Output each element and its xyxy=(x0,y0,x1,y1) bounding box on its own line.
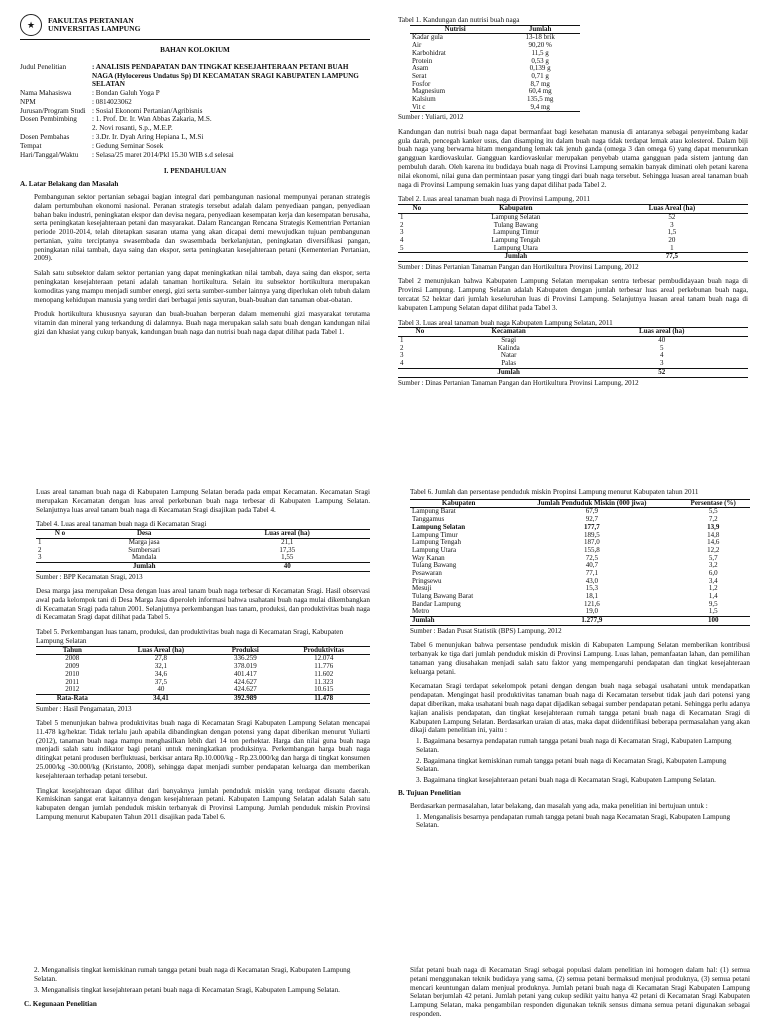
table-cell: Lampung Tengah xyxy=(412,538,461,547)
table-cell: 40,7 xyxy=(585,561,598,570)
table-cell: 4 xyxy=(400,235,404,244)
table-cell: 40 xyxy=(157,685,165,694)
table-cell: Protein xyxy=(412,56,433,65)
meta-key: NPM xyxy=(20,97,36,106)
table-cell: 10.615 xyxy=(314,685,334,694)
right-column-bottom xyxy=(410,966,750,1024)
table-cell: 14,8 xyxy=(707,530,720,539)
doc-title: BAHAN KOLOKIUM xyxy=(160,46,230,54)
table-cell: 1 xyxy=(38,537,42,546)
meta-key xyxy=(20,124,92,133)
table-cell: 2011 xyxy=(65,677,80,686)
table-row xyxy=(410,65,580,73)
paragraph: Luas areal tanaman buah naga di Kabupaten Lampung Selatan berada pada empat Kecamatan. Kecamatan Sragi merupakan Kecamatan dengan luas areal perkebunan buah naga terbesar di Kabupaten Lampung Selatan. Selanjutnya luas areal tanam buah naga di Kecamatan Sragi disajikan pada Tabel 4. xyxy=(36,488,370,514)
table-cell: Tulang Bawang xyxy=(412,561,457,570)
table-cell: 15,3 xyxy=(585,584,598,593)
table-2 xyxy=(398,204,748,262)
table-6 xyxy=(410,499,750,626)
table-total-row xyxy=(398,368,748,377)
table-cell: 52 xyxy=(658,367,666,376)
table-cell: 77,5 xyxy=(665,252,679,261)
header-rule xyxy=(20,39,370,40)
table-row xyxy=(410,547,750,555)
meta-value: : 1. Prof. Dr. Ir. Wan Abbas Zakaria, M.S. xyxy=(92,115,212,124)
table-row xyxy=(410,508,750,516)
table-cell: 20 xyxy=(668,235,676,244)
table3-source: Sumber : Dinas Pertanian Tanaman Pangan dan Hortikultura Provinsi Lampung, 2012 xyxy=(398,378,639,387)
table-cell: 9,5 xyxy=(708,599,718,608)
document-header xyxy=(20,14,370,36)
table-cell: Air xyxy=(412,41,422,50)
table-cell: Asam xyxy=(412,64,429,73)
table-row xyxy=(398,237,748,245)
table-cell: Sumbersari xyxy=(128,545,161,554)
table-header: Kabupaten xyxy=(441,498,476,507)
table-cell: 4 xyxy=(659,351,664,360)
paragraph: Tabel 2 menunjukan bahwa Kabupaten Lampung Selatan merupakan sentra terbesar pembudidayaan buah naga di Provinsi Lampung. Lampung Selatan adalah Kabupaten dengan jumlah terbesar luas areal perkebunan buah naga, tercatat 52 hektar dari jumlah keseluruhan luas di Provinsi Lampung. Selanjutnya luasan areal tanam buah naga di kabupaten Lampung Selatan dapat dilihat pada Tabel 3. xyxy=(398,277,748,312)
table-row xyxy=(410,608,750,616)
table-row xyxy=(410,524,750,532)
table-row xyxy=(36,554,370,562)
meta-row xyxy=(20,89,370,98)
table-row xyxy=(410,50,580,58)
table3-caption: Tabel 3. Luas areal tanaman buah naga Kabupaten Lampung Selatan, 2011 xyxy=(398,318,613,327)
list-item: 1. Bagaimana besarnya pendapatan rumah tangga petani buah naga di Kecamatan Sragi, Kabupaten Lampung Selatan. xyxy=(416,737,732,754)
table6-source: Sumber : Badan Pusat Statistik (BPS) Lampung, 2012 xyxy=(410,626,562,635)
table-cell: Jumlah xyxy=(504,252,528,261)
table-row xyxy=(398,213,748,221)
table5-caption: Tabel 5. Perkembangan luas tanam, produksi, dan produktivitas buah naga di Kecamatan Sragi, Kabupaten Lampung Selatan xyxy=(36,628,344,645)
table-cell: 135,5 mg xyxy=(526,94,554,103)
table-cell: Way Kanan xyxy=(412,553,445,562)
meta-value: 2. Novi rosanti, S.p., M.E.P. xyxy=(92,124,173,133)
table-cell: 40 xyxy=(283,561,291,570)
table-cell: 21,1 xyxy=(281,537,294,546)
table-cell: 5,7 xyxy=(708,553,718,562)
table-row xyxy=(36,538,370,546)
table-cell: 3 xyxy=(400,351,404,360)
table-row xyxy=(398,229,748,237)
table-cell: Jumlah xyxy=(497,367,520,376)
left-column-bottom xyxy=(24,966,370,1013)
table-row xyxy=(410,555,750,563)
table-cell: 92,7 xyxy=(585,515,598,524)
table-header: Produktivitas xyxy=(303,645,345,654)
table-row xyxy=(398,360,748,368)
section-kegunaan: C. Kegunaan Penelitian xyxy=(24,1000,97,1009)
table-cell: 90,20 % xyxy=(528,41,552,50)
table-row xyxy=(410,58,580,66)
table-cell: 1,4 xyxy=(708,592,718,601)
table-cell: Magnesium xyxy=(412,87,446,96)
table-cell: 0,71 g xyxy=(531,71,549,80)
list-item: 3. Bagaimana tingkat kesejahteraan petani buah naga di Kecamatan Sragi, Kabupaten Lampung Selatan. xyxy=(416,776,716,785)
table-cell: 155,8 xyxy=(583,545,600,554)
table1-source: Sumber : Yuliarti, 2012 xyxy=(398,113,464,122)
table-header: Luas areal (ha) xyxy=(264,529,310,538)
table-cell: 11.323 xyxy=(314,677,334,686)
meta-row xyxy=(20,107,370,116)
table-cell: Karbohidrat xyxy=(412,48,446,57)
table1-caption: Tabel 1. Kandungan dan nutrisi buah naga xyxy=(398,16,520,24)
table-cell: 5 xyxy=(659,343,664,352)
table-cell xyxy=(398,253,436,262)
table-cell: Jumlah xyxy=(412,616,435,625)
table-cell: 11.602 xyxy=(314,669,334,678)
table-cell: Kadar gula xyxy=(412,33,443,42)
table-cell: Natar xyxy=(500,351,517,360)
table-cell: Rata-Rata xyxy=(56,693,88,702)
right-column-top xyxy=(398,16,748,393)
table-cell: Kalinda xyxy=(497,343,520,352)
table-cell: Jumlah xyxy=(132,561,156,570)
table-cell: 189,5 xyxy=(583,530,600,539)
tujuan-list xyxy=(410,813,750,831)
table-cell: 1,2 xyxy=(708,584,718,593)
table-header: Desa xyxy=(136,529,152,538)
list-item: 1. Menganalisis besarnya pendapatan rumah tangga petani buah naga Kecamatan Sragi, Kabupaten Lampung Selatan. xyxy=(416,812,731,830)
table-cell: 0,53 g xyxy=(531,56,549,65)
table-cell: Kalsium xyxy=(412,94,436,103)
table-cell: 121,6 xyxy=(583,599,600,608)
table-cell: 8,7 mg xyxy=(530,79,550,88)
table-total-row xyxy=(410,617,750,626)
table2-source: Sumber : Dinas Pertanian Tanaman Pangan dan Hortikultura Provinsi Lampung, 2012 xyxy=(398,262,639,271)
table-cell: 1 xyxy=(670,243,674,252)
section-pendahuluan: I. PENDAHULUAN xyxy=(163,167,227,176)
meta-row xyxy=(20,63,370,89)
meta-row xyxy=(20,124,370,133)
table2-caption: Tabel 2. Luas areal tanaman buah naga di Provinsi Lampung, 2011 xyxy=(398,195,591,204)
table-cell: 424.627 xyxy=(233,685,257,694)
table-cell: 1,5 xyxy=(667,228,677,237)
list-item: 2. Menganalisis tingkat kemiskinan rumah tangga petani buah naga di Kecamatan Sragi, Kabupaten Lampung Selatan. xyxy=(34,966,351,983)
table-cell: Metro xyxy=(412,607,430,616)
table-row xyxy=(398,222,748,230)
table-cell: Marga jasa xyxy=(128,537,160,546)
meta-row xyxy=(20,133,370,142)
table-3 xyxy=(398,327,748,377)
table-cell: Lampung Timur xyxy=(412,530,458,539)
meta-row xyxy=(20,98,370,107)
table-cell: Lampung Selatan xyxy=(491,212,541,221)
table-cell: 4 xyxy=(400,359,404,368)
table-header: Luas areal (ha) xyxy=(639,327,685,336)
table-header: Luas Areal (ha) xyxy=(137,645,185,654)
paragraph: Produk hortikultura khususnya sayuran dan buah-buahan berperan dalam memenuhi gizi masyarakat terutama vitamin dan mineral yang terkandung di dalamnya. Buah naga merupakan salah satu buah dengan kandungan nilai gizi dan khasiat yang cukup banyak, kandungan buah naga dan nutrisi buah naga dapat dilihat pada Tabel 1. xyxy=(34,310,370,336)
table-header: Persentase (%) xyxy=(690,498,736,507)
university-logo-icon: ★ xyxy=(20,14,42,36)
table-cell: 336.259 xyxy=(233,654,257,663)
meta-key: Jurusan/Program Studi xyxy=(20,106,86,115)
table-header: No xyxy=(412,204,422,213)
table-cell: 3,4 xyxy=(708,576,718,585)
table-cell: 52 xyxy=(668,212,676,221)
table-header: Jumlah Penduduk Miskin (000 jiwa) xyxy=(537,498,647,507)
table-cell: 11.776 xyxy=(314,662,334,671)
university-name: UNIVERSITAS LAMPUNG xyxy=(48,24,141,33)
table-cell: 2008 xyxy=(65,654,80,663)
table-cell: Tanggamus xyxy=(412,515,445,524)
table-cell: 2012 xyxy=(65,685,80,694)
meta-value: : 3.Dr. Ir. Dyah Aring Hepiana L, M.Si xyxy=(92,133,204,142)
paragraph: Sifat petani buah naga di Kecamatan Sragi sebagai populasi dalam penelitian ini homogen dalam hal: (1) semua petani menggunakan teknik budidaya yang sama, (2) semua petani bermaksud menjual produknya, (3) semua petani mencari keuntungan dalam menjual produknya. Jumlah petani buah naga di Kecamatan Sragi Kabupaten Lampung Selatan berjumlah 42 petani. Jumlah petani yang cukup sedikit yaitu hanya 42 petani di Kecamatan Sragi Kabupaten Lampung Selatan, maka pengambilan responden digunakan teknik sensus dimana semua petani digunakan sebagai responden. xyxy=(410,966,750,1018)
table5-source: Sumber : Hasil Pengamatan, 2013 xyxy=(36,704,132,713)
table-cell: 1 xyxy=(400,336,404,345)
table-cell: Vit c xyxy=(412,102,426,111)
list-item: 2. Bagaimana tingkat kemiskinan rumah tangga petani buah naga di Kecamatan Sragi, Kabupaten Lampung Selatan. xyxy=(416,756,727,774)
table-row xyxy=(398,245,748,253)
meta-key: Tempat xyxy=(20,141,42,150)
meta-key: Hari/Tanggal/Waktu xyxy=(20,150,79,159)
table-cell: 1,55 xyxy=(281,553,294,562)
meta-row xyxy=(20,115,370,124)
table-header: N o xyxy=(54,529,66,538)
table-cell xyxy=(36,562,84,571)
table-cell: 2010 xyxy=(65,669,80,678)
table-total-row xyxy=(36,562,370,571)
table-cell: 11,5 g xyxy=(531,48,549,57)
paragraph: Pembangunan sektor pertanian sebagai bagian integral dari pembangunan nasional mempunyai peranan strategis dalam pertumbuhan ekonomi nasional. Peranan strategis tersebut adalah dalam penyediaan pangan, penyediaan bahan baku industri, peningkatan ekspor dan devisa negara, penyediaan kesempatan kerja dan kesempatan berusaha, serta peningkatan kesejahteraan petani dan masyarakat. Dalam Rancangan Rencana Strategis Kementrian Pertanian periode 2010-2014, telah ditetapkan sasaran utama yang akan dicapai demi mewujudkan tujuan pembangunan pertanian, yaitu terciptanya swasembada dan swasembada berkelanjutan, peningkatan diversifikasi pangan, peningkatan nilai tambah, daya saing dan ekspor, serta peningkatan kesejahteraan petani (Kementerian Pertanian, 2009). xyxy=(34,192,370,263)
table-cell: 401.417 xyxy=(233,669,257,678)
paragraph: Kecamatan Sragi terdapat sekelompok petani dengan dengan buah naga sebagai usahatani untuk mendapatkan pendapatan. Mengingat hasil produktivitas tanaman buah naga di Kecamatan tersebut tidak jauh dari potensi yang dapat diberikan, maka usahatani buah naga dapat dijadikan sebagai sumber pendapatan petani. Sehingga perlu adanya kajian analisis pendapatan, dan tingkat kesejahteraan rumah tangga petani buah naga di Kecamatan Sragi di Kabupaten Lampung Selatan. Berdasarkan uraian di atas, maka dapat diidentifikasi beberapa permasalahan yang akan dikaji dalam penelitian ini, yaitu : xyxy=(410,682,750,735)
left-column-top xyxy=(20,14,370,343)
table-cell: 12,2 xyxy=(707,545,720,554)
table-cell: 378.019 xyxy=(233,662,257,671)
table-cell: 13,9 xyxy=(707,522,720,531)
faculty-name: FAKULTAS PERTANIAN xyxy=(48,15,134,25)
meta-key: Dosen Pembimbing xyxy=(20,115,77,124)
table-cell: 5 xyxy=(400,243,404,252)
table-cell: 19,0 xyxy=(585,607,598,616)
table-header: No xyxy=(415,327,425,336)
table-cell: Tulang Bawang Barat xyxy=(412,592,474,601)
table-cell: 3 xyxy=(400,228,404,237)
table-cell: 3,2 xyxy=(708,561,718,570)
table-total-row xyxy=(36,694,370,703)
meta-row xyxy=(20,151,370,160)
right-column-middle xyxy=(398,488,750,832)
table-cell: 2 xyxy=(400,343,404,352)
table-cell: 12.074 xyxy=(314,654,334,663)
meta-value: : Bondan Galuh Yoga P xyxy=(92,89,160,98)
table-cell: 32,1 xyxy=(154,662,167,671)
meta-value: : Sosial Ekonomi Pertanian/Agribisnis xyxy=(92,106,203,115)
meta-value: : ANALISIS PENDAPATAN DAN TINGKAT KESEJAHTERAAN PETANI BUAH NAGA (Hylocereus Undatus Sp) DI KECAMATAN SRAGI KABUPATEN LAMPUNG SELATAN xyxy=(92,62,359,89)
table-header: Produksi xyxy=(231,645,259,654)
table-cell: 72,5 xyxy=(585,553,598,562)
table-cell: Lampung Selatan xyxy=(412,522,466,531)
table-cell: Pringsewu xyxy=(412,576,442,585)
paragraph: Salah satu subsektor dalam sektor pertanian yang dapat meningkatkan nilai tambah, daya saing dan ekspor, serta peningkatan kesejahteraan petani adalah tanaman hortikultura. Selain itu subsektor hortikultura merupakan komoditas yang mampu menjadi sumber energi, gizi serta sumber-sumber lainnya yang diperlukan oleh tubuh dalam menopang kehidupan manusia yang terdiri dari berbagai jenis sayuran, buah-buahan dan tanaman obat-obatan. xyxy=(34,269,370,304)
table-4 xyxy=(36,529,370,571)
table-cell: Serat xyxy=(412,71,427,80)
table-cell: Lampung Utara xyxy=(412,545,457,554)
list-item: 3. Menganalisis tingkat kesejahteraan petani buah naga di Kecamatan Sragi, Kabupaten Lampung Selatan. xyxy=(34,985,340,994)
meta-row xyxy=(20,142,370,151)
tujuan-list-continued xyxy=(24,966,370,994)
table-cell: Fosfor xyxy=(412,79,431,88)
table-cell: 37,5 xyxy=(154,677,167,686)
table-cell: Palas xyxy=(501,359,517,368)
table-cell: 6,0 xyxy=(708,568,718,577)
table-header: Nutrisi xyxy=(444,24,466,33)
table-header: Tahun xyxy=(62,645,82,654)
table-cell xyxy=(398,368,442,377)
table-cell: 34,41 xyxy=(153,693,169,702)
table-cell: 3 xyxy=(38,553,42,562)
paragraph: Berdasarkan permasalahan, latar belakang, dan masalah yang ada, maka penelitian ini bertujuan untuk : xyxy=(410,801,708,810)
table-row xyxy=(410,532,750,540)
table-cell: 34,6 xyxy=(154,669,167,678)
table-header: Jumlah xyxy=(528,24,552,33)
table-row xyxy=(410,578,750,586)
table-1 xyxy=(410,25,580,113)
table-5 xyxy=(36,646,370,704)
section-latar-belakang: A. Latar Belakang dan Masalah xyxy=(20,180,119,189)
paragraph: Tingkat kesejahteraan dapat dilihat dari banyaknya jumlah penduduk miskin yang terdapat disuatu daerah. Kemiskinan sangat erat kaitannya dengan kesejahteraan petani. Kabupaten Lampung Selatan adalah Salah satu kabupaten dengan jumlah penduduk miskin terbanyak di Provinsi Lampung. Jumlah penduduk miskin Provinsi Lampung menurut Kabupaten Tahun 2011 disajikan pada Tabel 6. xyxy=(36,786,370,821)
table-cell: Lampung Utara xyxy=(493,243,538,252)
table-cell: 13-18 brik xyxy=(525,33,555,42)
table-cell: 40 xyxy=(658,336,666,345)
table-cell: 3 xyxy=(659,359,664,368)
table-header: Luas Areal (ha) xyxy=(648,204,696,213)
table-cell: Pesawaran xyxy=(412,568,442,577)
table-cell: 17,35 xyxy=(279,545,296,554)
meta-key: Judul Penelitian xyxy=(20,62,67,71)
table-row xyxy=(410,570,750,578)
table-row xyxy=(410,104,580,112)
table-cell: 0,139 g xyxy=(529,64,551,73)
meta-key: Nama Mahasiswa xyxy=(20,89,72,98)
table-cell: 60,4 mg xyxy=(528,87,552,96)
table-row xyxy=(36,547,370,555)
table-row xyxy=(410,562,750,570)
table-cell: Lampung Barat xyxy=(412,507,456,516)
table-row xyxy=(398,337,748,345)
table-cell: 27,8 xyxy=(154,654,167,663)
table-row xyxy=(398,352,748,360)
table-cell: 1 xyxy=(400,212,404,221)
table-cell: Lampung Tengah xyxy=(491,235,541,244)
paragraph: Kandungan dan nutrisi buah naga dapat bermanfaat bagi kesehatan manusia di antaranya sebagai penyeimbang kadar gula darah, pencegah kanker usus, dan disamping itu dalam buah naga tidak terdapat lemak atau kolesterol. Dalam biji buah naga yang berwarna hitam mengandung lemak tak jenuh ganda (omega 3 dan omega 6) yang dapat menurunkan gangguan kardiovaskular. Gangguan kardiovaskular merupakan penyebab utama gangguan pada sistem jantung dan pembuluh darah. Oleh karena itu budidaya buah naga di Provinsi Lampung semakin banyak diminati oleh petani karena nilai ekonomi, nilai guna dan permintaan pasar yang tinggi dari buah naga tersebut. Sehingga luasan areal tanaman buah naga di Provinsi Lampung semakin luas yang dapat dilihat pada Tabel 2. xyxy=(398,127,748,189)
table-cell: 67,9 xyxy=(585,507,598,516)
table-cell: 7,2 xyxy=(708,515,718,524)
meta-block xyxy=(20,63,370,160)
meta-key: Dosen Pembahas xyxy=(20,133,70,142)
section-tujuan: B. Tujuan Penelitian xyxy=(398,789,461,798)
table-cell: Sragi xyxy=(501,336,517,345)
table-cell: 100 xyxy=(707,616,719,625)
table-row xyxy=(410,593,750,601)
meta-value: : 0814023062 xyxy=(92,97,132,106)
table-row xyxy=(398,345,748,353)
table-cell: 5,5 xyxy=(708,507,718,516)
table-cell: Mandala xyxy=(131,553,157,562)
paragraph: Tabel 6 menunjukan bahwa persentase penduduk miskin di Kabupaten Lampung Selatan memberikan kontribusi terbanyak ke tiga dari jumlah penduduk miskin di Provinsi Lampung. Luas lahan, pemanfaatan lahan, dan pemilihan tanaman yang diusahakan menjadi salah satu faktor yang mempengaruhi pendapatan dan tingkat kesejahteraan keluarga petani. xyxy=(410,641,750,676)
table-cell: 1.277,9 xyxy=(581,616,603,625)
table-cell: Mesuji xyxy=(412,584,432,593)
table-cell: 3 xyxy=(670,220,674,229)
table-cell: Lampung Timur xyxy=(492,228,539,237)
table-cell: 11.478 xyxy=(314,693,334,702)
table-row xyxy=(410,601,750,609)
table-header: Kabupaten xyxy=(499,204,533,213)
table-row xyxy=(410,539,750,547)
paragraph: Tabel 5 menunjukan bahwa produktivitas buah naga di Kecamatan Sragi Kabupaten Lampung Selatan mencapai 11.478 kg/hektar. Tidak terlalu jauh apabila dibandingkan dengan potensi yang dapat diberikan menurut Yuliarti (2012), tanaman buah naga mampu menghasilkan lebih dari 14 ton perhektar. Harga dan nilai guna buah naga menjadi salah satu indikator bagi petani untuk meningkatkan produksinya. Perkembangan harga buah naga ditingkat petani produsen berfluktuasi, berkisar antara Rp.10.000/kg - Rp.23.000/kg dan harga di tingkat konsumen 25.000/kg -30.000/kg (Kristanto, 2008), sehingga dapat menjadi sumber pendapatan keluarga dan memberikan kesejahteraan terhadap petani tersebut. xyxy=(36,719,370,780)
table-row xyxy=(410,96,580,104)
table6-caption: Tabel 6. Jumlah dan persentase penduduk miskin Propinsi Lampung menurut Kabupaten tahun 2011 xyxy=(410,488,699,496)
table4-source: Sumber : BPP Kecamatan Sragi, 2013 xyxy=(36,572,143,581)
table-cell: Bandar Lampung xyxy=(412,599,461,608)
table-cell: 77,1 xyxy=(585,568,598,577)
table4-caption: Tabel 4. Luas areal tanaman buah naga di Kecamatan Sragi xyxy=(36,520,207,529)
table-cell: 424.627 xyxy=(233,677,257,686)
left-column-middle xyxy=(36,488,370,828)
masalah-list xyxy=(410,737,750,785)
table-cell: 177,7 xyxy=(583,522,600,531)
table-cell: 392.989 xyxy=(233,693,257,702)
table-cell: 18,1 xyxy=(585,592,598,601)
table-cell: 2 xyxy=(38,545,42,554)
table-cell: Tulang Bawang xyxy=(493,220,538,229)
table-row xyxy=(410,34,580,42)
table-cell: 9,4 mg xyxy=(530,102,550,111)
meta-value: : Selasa/25 maret 2014/Pkl 15.30 WIB s.d selesai xyxy=(92,150,234,159)
table-cell: 1,5 xyxy=(708,607,718,616)
meta-value: : Gedung Seminar Sosek xyxy=(92,141,164,150)
table-cell: 2009 xyxy=(65,662,80,671)
table-cell: 14,6 xyxy=(707,538,720,547)
table-cell: 43,0 xyxy=(585,576,598,585)
table-row xyxy=(410,73,580,81)
table-cell: 187,0 xyxy=(583,538,600,547)
table-total-row xyxy=(398,253,748,262)
table-cell: 2 xyxy=(400,220,404,229)
table-header: Kecamatan xyxy=(491,327,526,336)
paragraph: Desa marga jasa merupakan Desa dengan luas areal tanam buah naga terbesar di Kecamatan Sragi. Hasil observasi awal pada kelompok tani di Desa Marga Jasa diperoleh informasi bahwa usahatani buah naga mulai dikembangkan di Kecamatan Sragi pada tahun 2001. Selanjutnya perkembangan luas tanam, produksi, dan produktivitas buah naga di Kecamatan Sragi dapat dilihat pada Tabel 5. xyxy=(36,587,370,622)
